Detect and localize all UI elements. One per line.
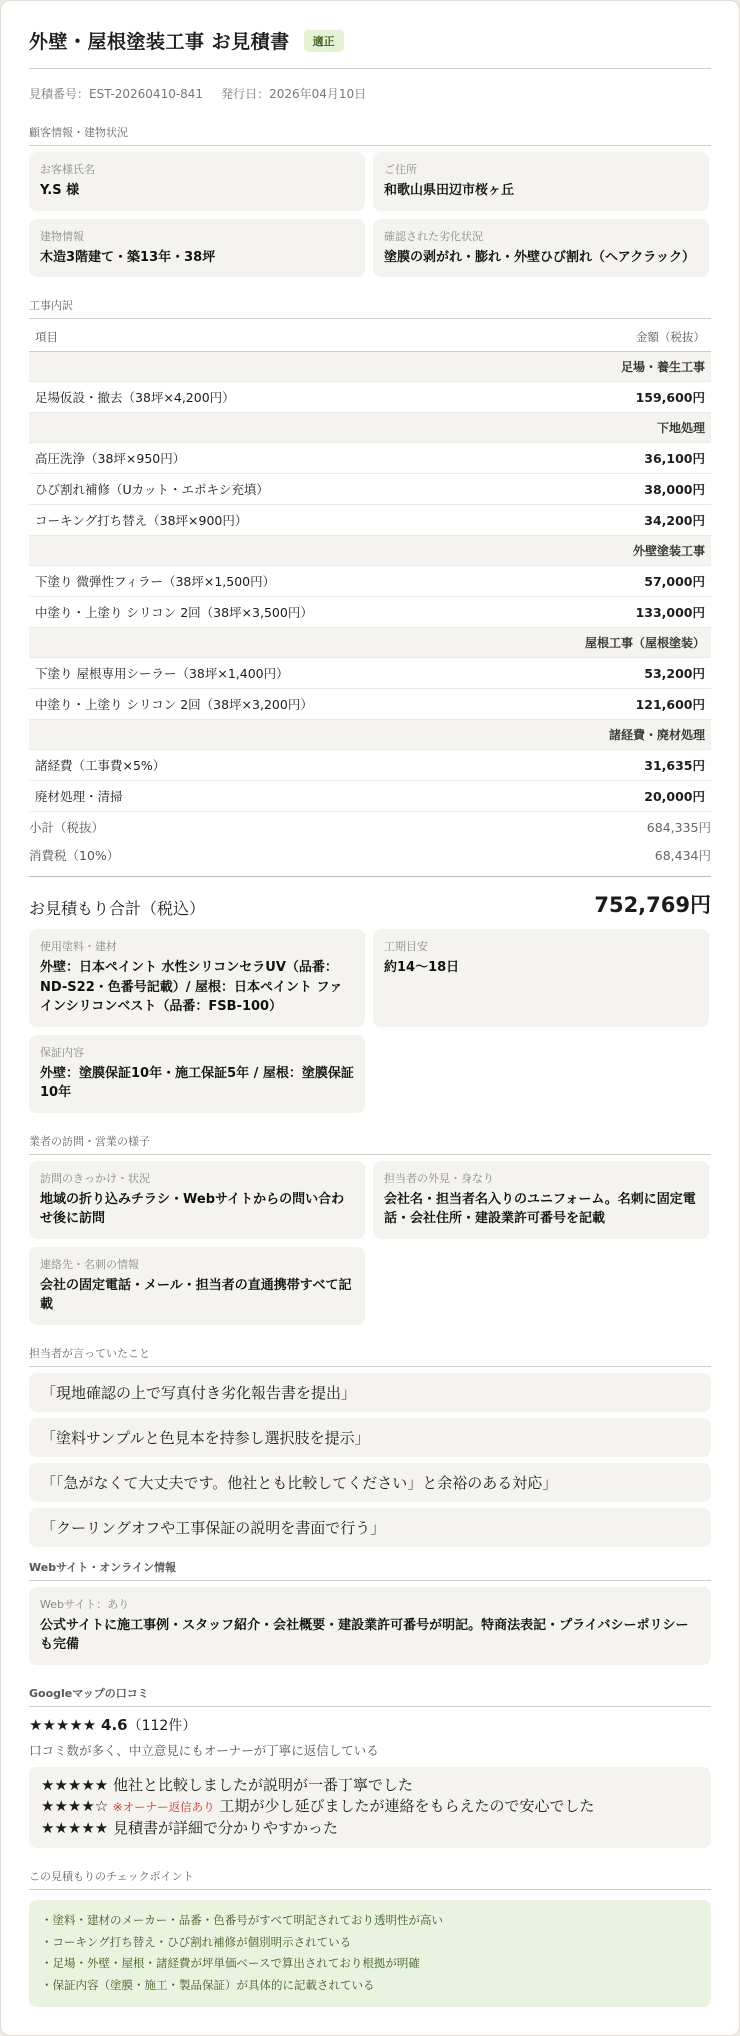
subtotal-label: 小計（税抜）: [29, 820, 105, 835]
table-row: [29, 689, 711, 720]
section-customer-label: 顧客情報・建物状況: [29, 118, 711, 146]
category-label: 足場・養生工事: [29, 352, 711, 382]
item-amount: 38,000円: [561, 474, 711, 505]
visit-grid: [29, 1155, 711, 1333]
review-note: 口コミ数が多く、中立意見にもオーナーが丁寧に返信している: [29, 1742, 379, 1758]
table-row: [29, 505, 711, 536]
item-amount: 121,600円: [561, 689, 711, 720]
quote-item: 「塗料サンプルと色見本を持参し選択肢を提示」: [29, 1418, 711, 1457]
owner-reply-badge: ※オーナー返信あり: [113, 1800, 215, 1815]
review-count: （112件）: [127, 1717, 197, 1734]
checkpoint-box: [29, 1900, 711, 2007]
item-name: 廃材処理・清掃: [29, 781, 561, 812]
estimate-number: 見積番号：EST-20260410-841: [29, 87, 204, 101]
building-info-box: [29, 219, 365, 278]
rating-summary: [29, 1707, 711, 1741]
review-item: [41, 1818, 699, 1840]
item-name: 足場仮設・撤去（38坪×4,200円）: [29, 382, 561, 413]
review-text: 他社と比較しましたが説明が一番丁寧でした: [113, 1775, 414, 1794]
customer-grid: [29, 146, 711, 285]
table-body: [29, 352, 711, 812]
item-amount: 31,635円: [561, 750, 711, 781]
web-status: Webサイト：あり: [40, 1597, 130, 1611]
checkpoint-item: ・コーキング打ち替え・ひび割れ補修が個別明示されている: [41, 1934, 352, 1949]
period-box: [373, 929, 709, 1027]
item-name: 高圧洗浄（38坪×950円）: [29, 443, 561, 474]
item-amount: 20,000円: [561, 781, 711, 812]
table-row: [29, 658, 711, 689]
page-title: 外壁・屋根塗装工事 お見積書: [29, 31, 290, 53]
reviews-box: [29, 1767, 711, 1848]
customer-name: Y.S 様: [40, 183, 80, 198]
category-row: [29, 536, 711, 566]
appearance-box: [373, 1161, 709, 1239]
item-name: 下塗り 屋根専用シーラー（38坪×1,400円）: [29, 658, 561, 689]
col-item-header: 項目: [29, 321, 561, 352]
field-label: 担当者の外見・身なり: [384, 1171, 494, 1185]
title-bar: [29, 21, 711, 69]
item-name: 下塗り 微弾性フィラー（38坪×1,500円）: [29, 566, 561, 597]
field-label: お客様氏名: [40, 163, 95, 176]
item-name: コーキング打ち替え（38坪×900円）: [29, 505, 561, 536]
status-badge: 適正: [304, 30, 344, 52]
damage-status: 塗膜の剥がれ・膨れ・外壁ひび割れ（ヘアクラック）: [384, 249, 695, 265]
quote-item: 「現地確認の上で写真付き劣化報告書を提出」: [29, 1373, 711, 1412]
field-label: ご住所: [384, 163, 417, 176]
checkpoint-item: ・保証内容（塗膜・施工・製品保証）が具体的に記載されている: [41, 1978, 375, 1993]
tax-value: 68,434円: [654, 848, 711, 863]
category-row: [29, 413, 711, 443]
details-grid: [29, 923, 711, 1121]
contact-value: 会社の固定電話・メール・担当者の直通携帯すべて記載: [40, 1277, 352, 1312]
visit-trigger: 地域の折り込みチラシ・Webサイトからの問い合わせ後に訪問: [40, 1191, 345, 1226]
customer-address-box: [373, 152, 709, 211]
section-said-label: 担当者が言っていたこと: [29, 1339, 711, 1367]
checkpoint-item: ・塗料・建材のメーカー・品番・色番号がすべて明記されており透明性が高い: [41, 1912, 444, 1927]
review-text: 工期が少し延びましたが連絡をもらえたので安心でした: [219, 1797, 595, 1816]
contact-box: [29, 1247, 365, 1325]
section-work-label: 工事内訳: [29, 291, 711, 319]
tax-row: [29, 840, 711, 868]
table-row: [29, 597, 711, 628]
quote-item: 「「急がなくて大丈夫です。他社とも比較してください」と余裕のある対応」: [29, 1463, 711, 1502]
category-row: [29, 352, 711, 382]
visit-trigger-box: [29, 1161, 365, 1239]
rating-score: 4.6: [101, 1715, 128, 1734]
field-label: 確認された劣化状況: [384, 229, 483, 243]
review-item: [41, 1796, 699, 1818]
category-label: 外壁塗装工事: [29, 536, 711, 566]
item-amount: 133,000円: [561, 597, 711, 628]
item-name: 中塗り・上塗り シリコン 2回（38坪×3,200円）: [29, 689, 561, 720]
total-value: 752,769円: [594, 893, 711, 917]
period-value: 約14〜18日: [384, 960, 460, 975]
field-label: 工期目安: [384, 940, 428, 953]
section-google-label: Googleマップの口コミ: [29, 1679, 711, 1707]
col-amount-header: 金額（税抜）: [561, 321, 711, 352]
subtotal-value: 684,335円: [646, 820, 711, 835]
table-header-row: [29, 321, 711, 352]
warranty-box: [29, 1035, 365, 1113]
category-row: [29, 720, 711, 750]
quote-item: 「クーリングオフや工事保証の説明を書面で行う」: [29, 1508, 711, 1547]
review-text: 見積書が詳細で分かりやすかった: [113, 1819, 339, 1837]
section-checkpoint-label: この見積もりのチェックポイント: [29, 1862, 711, 1890]
web-box: [29, 1587, 711, 1665]
item-amount: 57,000円: [561, 566, 711, 597]
table-row: [29, 474, 711, 505]
category-row: [29, 628, 711, 658]
material-value: 外壁：日本ペイント 水性シリコンセラUV（品番：ND-S22・色番号記載）/ 屋根：日本ペイント ファインシリコンベスト（品番：FSB-100）: [40, 960, 343, 1014]
category-label: 屋根工事（屋根塗装）: [29, 628, 711, 658]
item-amount: 159,600円: [561, 382, 711, 413]
field-label: 使用塗料・建材: [40, 940, 117, 953]
table-row: [29, 750, 711, 781]
table-row: [29, 382, 711, 413]
item-name: 中塗り・上塗り シリコン 2回（38坪×3,500円）: [29, 597, 561, 628]
total-label: お見積もり合計（税込）: [29, 899, 206, 918]
estimate-meta: [29, 69, 711, 112]
field-label: 建物情報: [40, 229, 84, 243]
item-name: ひび割れ補修（Uカット・エポキシ充填）: [29, 474, 561, 505]
subtotal-row: [29, 812, 711, 840]
review-stars-icon: ★★★★★: [41, 1819, 109, 1837]
web-wrap: [29, 1581, 711, 1673]
work-items-table: [29, 321, 711, 812]
table-row: [29, 566, 711, 597]
field-label: 保証内容: [40, 1045, 84, 1059]
review-stars-icon: ★★★★★: [41, 1775, 109, 1794]
building-info: 木造3階建て・築13年・38坪: [40, 249, 216, 265]
customer-name-box: [29, 152, 365, 211]
item-amount: 36,100円: [561, 443, 711, 474]
review-item: [41, 1775, 699, 1797]
material-box: [29, 929, 365, 1027]
review-stars-icon: ★★★★☆: [41, 1797, 109, 1816]
customer-address: 和歌山県田辺市桜ヶ丘: [384, 183, 515, 198]
section-visit-label: 業者の訪問・営業の様子: [29, 1127, 711, 1155]
total-row: [29, 876, 711, 923]
issue-date: 発行日：2026年04月10日: [221, 87, 367, 101]
checkpoint-item: ・足場・外壁・屋根・諸経費が坪単価ベースで算出されており根拠が明確: [41, 1956, 420, 1971]
damage-box: [373, 219, 709, 278]
warranty-value: 外壁：塗膜保証10年・施工保証5年 / 屋根：塗膜保証10年: [40, 1065, 354, 1100]
item-name: 諸経費（工事費×5%）: [29, 750, 561, 781]
rating-stars-icon: ★★★★★: [29, 1715, 97, 1734]
web-detail: 公式サイトに施工事例・スタッフ紹介・会社概要・建設業許可番号が明記。特商法表記・プライバシーポリシーも完備: [40, 1617, 689, 1652]
item-amount: 34,200円: [561, 505, 711, 536]
table-row: [29, 781, 711, 812]
section-web-label: Webサイト・オンライン情報: [29, 1553, 711, 1581]
category-label: 下地処理: [29, 413, 711, 443]
field-label: 連絡先・名刺の情報: [40, 1257, 139, 1271]
category-label: 諸経費・廃材処理: [29, 720, 711, 750]
item-amount: 53,200円: [561, 658, 711, 689]
tax-label: 消費税（10%）: [29, 848, 120, 863]
table-row: [29, 443, 711, 474]
quotes-list: [29, 1367, 711, 1547]
appearance-value: 会社名・担当者名入りのユニフォーム。名刺に固定電話・会社住所・建設業許可番号を記載: [384, 1191, 696, 1226]
field-label: 訪問のきっかけ・状況: [40, 1171, 150, 1185]
